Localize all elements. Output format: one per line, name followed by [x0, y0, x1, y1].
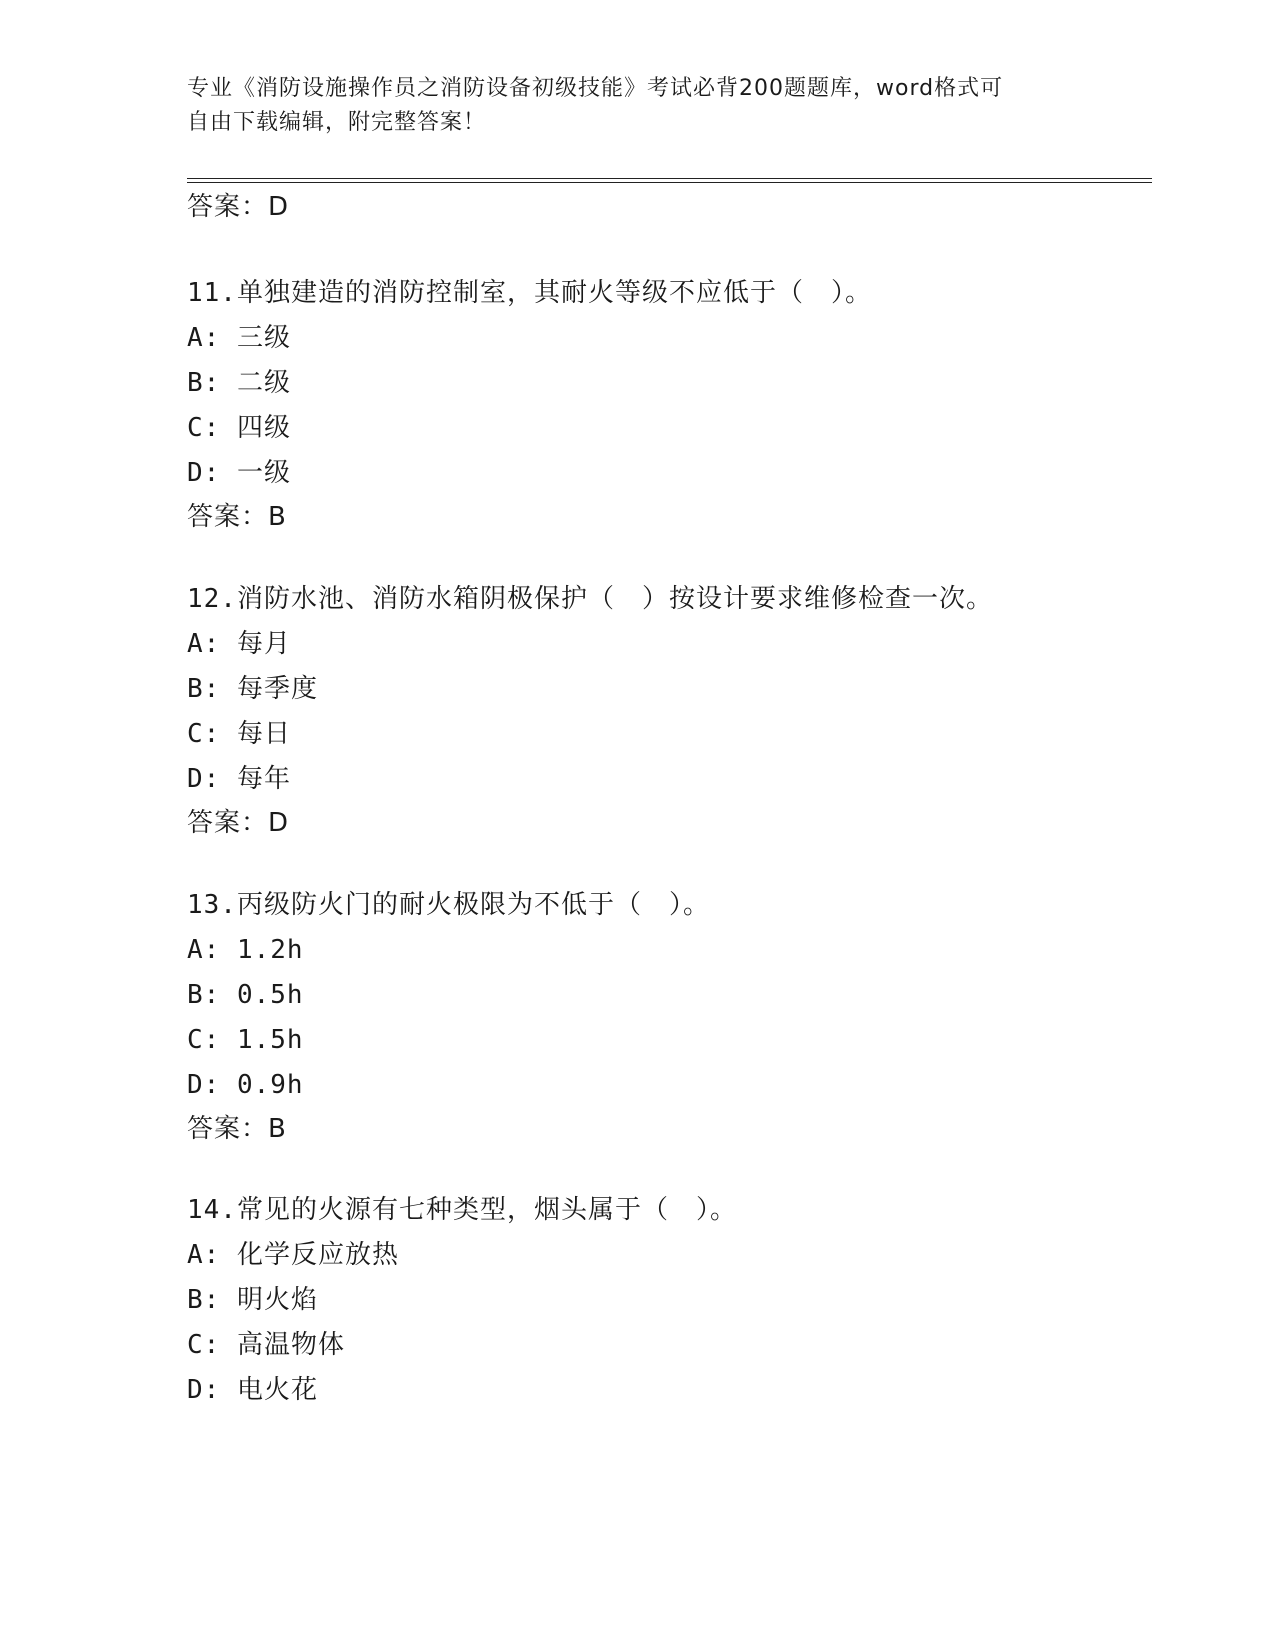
option-d: D: 电火花	[187, 1375, 318, 1405]
option-a: A: 每月	[187, 629, 291, 659]
question-stem: 14.常见的火源有七种类型，烟头属于（ ）。	[187, 1195, 737, 1225]
header-rule	[187, 178, 1152, 183]
question-14	[187, 1193, 1137, 1407]
answer-text: 答案：D	[187, 808, 290, 838]
answer-text: 答案：D	[187, 192, 290, 222]
option-b: B: 明火焰	[187, 1285, 318, 1315]
option-c: C: 四级	[187, 413, 291, 443]
option-a: A: 三级	[187, 323, 291, 353]
question-13	[187, 888, 1137, 1146]
question-stem: 12.消防水池、消防水箱阴极保护（ ）按设计要求维修检查一次。	[187, 584, 993, 614]
option-c: C: 高温物体	[187, 1330, 345, 1360]
option-d: D: 一级	[187, 458, 291, 488]
option-b: B: 每季度	[187, 674, 318, 704]
option-a: A: 化学反应放热	[187, 1240, 399, 1270]
page-header	[187, 72, 1067, 140]
question-stem: 13.丙级防火门的耐火极限为不低于（ ）。	[187, 890, 710, 920]
option-d: D: 0.9h	[187, 1070, 304, 1100]
option-b: B: 二级	[187, 368, 291, 398]
question-11	[187, 276, 1137, 534]
option-d: D: 每年	[187, 764, 291, 794]
question-stem: 11.单独建造的消防控制室，其耐火等级不应低于（ ）。	[187, 278, 872, 308]
option-c: C: 每日	[187, 719, 291, 749]
previous-answer-block	[187, 190, 1137, 224]
option-a: A: 1.2h	[187, 935, 304, 965]
answer-text: 答案：B	[187, 1114, 287, 1144]
header-title-line-2: 自由下载编辑，附完整答案！	[187, 110, 487, 135]
option-b: B: 0.5h	[187, 980, 304, 1010]
option-c: C: 1.5h	[187, 1025, 304, 1055]
question-12	[187, 582, 1137, 840]
answer-text: 答案：B	[187, 502, 287, 532]
header-title-line-1: 专业《消防设施操作员之消防设备初级技能》考试必背200题题库，word格式可	[187, 76, 1004, 101]
